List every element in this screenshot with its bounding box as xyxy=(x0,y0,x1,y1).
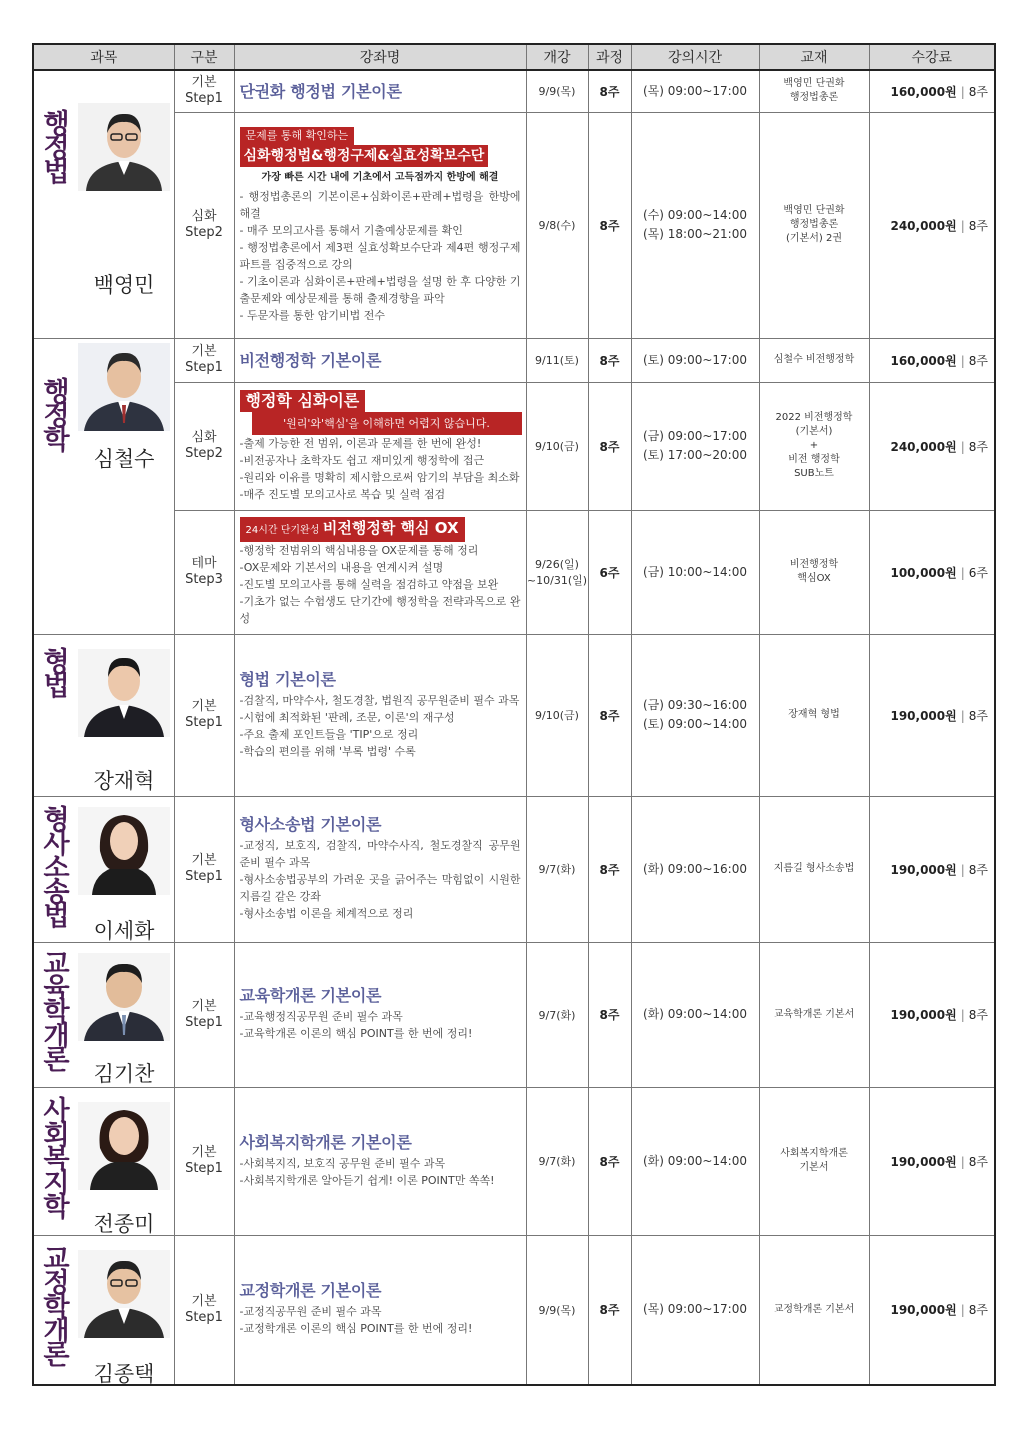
kind-cell: 심화 Step2 xyxy=(174,382,234,510)
table-row xyxy=(33,510,995,634)
lecture-time: (화) 09:00~14:00 xyxy=(631,1087,759,1235)
table-row xyxy=(33,70,995,112)
textbook: 심철수 비전행정학 xyxy=(759,338,869,382)
lecture-time: (수) 09:00~14:00 (목) 18:00~21:00 xyxy=(631,112,759,338)
textbook: 지름길 형사소송법 xyxy=(759,796,869,942)
kind-cell: 심화 Step2 xyxy=(174,112,234,338)
teacher-photo xyxy=(78,343,170,431)
lecture-time: (목) 09:00~17:00 xyxy=(631,70,759,112)
kind-cell: 기본 Step1 xyxy=(174,942,234,1087)
bullet: - 기초이론과 심화이론+판례+법령을 설명 한 후 다양한 기출문제와 예상문제를 통해 출제경향을 파악 xyxy=(239,274,521,305)
subject-cell xyxy=(33,634,174,796)
course-cell xyxy=(234,634,526,796)
table-row xyxy=(33,112,995,338)
price: 190,000원 | 8주 xyxy=(869,796,995,942)
start-date: 9/10(금) xyxy=(526,634,588,796)
course-weeks: 8주 xyxy=(588,634,631,796)
course-weeks: 6주 xyxy=(588,510,631,634)
subject-name: 사회복지학 xyxy=(38,1095,69,1216)
subject-name: 교육학개론 xyxy=(38,948,69,1069)
course-title: 교정학개론 기본이론 xyxy=(239,1281,382,1301)
table-row xyxy=(33,942,995,1087)
kind-cell: 기본 Step1 xyxy=(174,1087,234,1235)
kind-cell: 기본 Step1 xyxy=(174,338,234,382)
start-date: 9/26(일) ~10/31(일) xyxy=(526,510,588,634)
course-weeks: 8주 xyxy=(588,70,631,112)
teacher-name: 심철수 xyxy=(93,446,155,471)
bullet: -주요 출제 포인트들을 'TIP'으로 정리 xyxy=(239,727,419,741)
price: 190,000원 | 8주 xyxy=(869,634,995,796)
bullet: -형사소송법 이론을 체계적으로 정리 xyxy=(239,907,414,920)
course-title: 교육학개론 기본이론 xyxy=(239,986,382,1005)
subject-cell xyxy=(33,796,174,942)
subject-cell xyxy=(33,942,174,1087)
course-weeks: 8주 xyxy=(588,382,631,510)
start-date: 9/9(목) xyxy=(526,70,588,112)
lecture-time: (화) 09:00~14:00 xyxy=(631,942,759,1087)
bullet: -사회복지직, 보호직 공무원 준비 필수 과목 xyxy=(239,1156,446,1170)
start-date: 9/9(목) xyxy=(526,1235,588,1385)
course-tagline: 가장 빠른 시간 내에 기초에서 고득점까지 한방에 해결 xyxy=(261,171,499,183)
course-banner: 심화행정법&행정구제&실효성확보수단 xyxy=(240,145,489,167)
bullet: -원리와 이유를 명확히 제시함으로써 암기의 부담을 최소화 xyxy=(239,470,520,484)
header-kind: 구분 xyxy=(174,44,234,70)
kind-cell: 기본 Step1 xyxy=(174,70,234,112)
course-cell xyxy=(234,112,526,338)
course-banner-wide: '원리'와'핵심'을 이해하면 어렵지 않습니다. xyxy=(252,412,522,435)
lecture-time: (금) 09:30~16:00 (토) 09:00~14:00 xyxy=(631,634,759,796)
bullet: - 행정법총론에서 제3편 실효성확보수단과 제4편 행정구제 파트를 집중적으로 강의 xyxy=(239,240,521,271)
price: 160,000원 | 8주 xyxy=(869,338,995,382)
course-weeks: 8주 xyxy=(588,338,631,382)
header-price: 수강료 xyxy=(869,44,995,70)
bullet: -검찰직, 마약수사, 철도경찰, 법원직 공무원준비 필수 과목 xyxy=(239,693,520,707)
header-book: 교재 xyxy=(759,44,869,70)
subject-name: 형사소송법 xyxy=(38,804,69,925)
textbook: 교정학개론 기본서 xyxy=(759,1235,869,1385)
textbook: 비전행정학 핵심OX xyxy=(759,510,869,634)
bullet: -출제 가능한 전 범위, 이론과 문제를 한 번에 완성! xyxy=(239,436,482,450)
kind-cell: 기본 Step1 xyxy=(174,1235,234,1385)
kind-cell: 기본 Step1 xyxy=(174,634,234,796)
teacher-name: 이세화 xyxy=(93,918,155,942)
lecture-time: (토) 09:00~17:00 xyxy=(631,338,759,382)
course-weeks: 8주 xyxy=(588,1235,631,1385)
kind-cell: 테마 Step3 xyxy=(174,510,234,634)
lecture-time: (화) 09:00~16:00 xyxy=(631,796,759,942)
textbook: 백영민 단권화 행정법총론 (기본서) 2권 xyxy=(759,112,869,338)
teacher-name: 백영민 xyxy=(93,273,155,297)
header-weeks: 과정 xyxy=(588,44,631,70)
course-cell xyxy=(234,1087,526,1235)
course-title: 형법 기본이론 xyxy=(239,669,336,689)
bullet: -형사소송법공부의 가려운 곳을 긁어주는 막힘없이 시원한 지름길 같은 강좌 xyxy=(239,873,521,903)
lecture-time: (목) 09:00~17:00 xyxy=(631,1235,759,1385)
subject-name: 교정학개론 xyxy=(38,1243,69,1364)
textbook: 사회복지학개론 기본서 xyxy=(759,1087,869,1235)
course-weeks: 8주 xyxy=(588,1087,631,1235)
subject-cell xyxy=(33,1087,174,1235)
kind-cell: 기본 Step1 xyxy=(174,796,234,942)
table-row xyxy=(33,1087,995,1235)
bullet: -기초가 없는 수험생도 단기간에 행정학을 전략과목으로 완성 xyxy=(239,595,521,625)
bullet: - 매주 모의고사를 통해서 기출예상문제를 확인 xyxy=(239,223,463,237)
subject-cell xyxy=(33,70,174,338)
header-time: 강의시간 xyxy=(631,44,759,70)
course-weeks: 8주 xyxy=(588,942,631,1087)
price: 240,000원 | 8주 xyxy=(869,382,995,510)
teacher-name: 김기찬 xyxy=(93,1061,155,1086)
subject-name: 행정법 xyxy=(38,109,69,181)
price: 190,000원 | 8주 xyxy=(869,942,995,1087)
textbook: 2022 비전행정학 (기본서) + 비전 행정학 SUB노트 xyxy=(759,382,869,510)
header-start: 개강 xyxy=(526,44,588,70)
course-title: 비전행정학 기본이론 xyxy=(239,350,382,370)
course-banner-small: 문제를 통해 확인하는 xyxy=(240,127,355,145)
table-row xyxy=(33,796,995,942)
bullet: -교정직, 보호직, 검찰직, 마약수사직, 철도경찰직 공무원 준비 필수 과목 xyxy=(239,839,521,869)
bullet: -비전공자나 초학자도 쉽고 재미있게 행정학에 접근 xyxy=(239,453,485,467)
course-cell xyxy=(234,796,526,942)
teacher-name: 김종택 xyxy=(93,1361,155,1385)
bullet: -교육학개론 이론의 핵심 POINT를 한 번에 정리! xyxy=(239,1027,473,1040)
course-cell xyxy=(234,382,526,510)
lecture-schedule-table xyxy=(32,43,996,1386)
course-weeks: 8주 xyxy=(588,796,631,942)
course-banner: 행정학 심화이론 xyxy=(240,390,366,412)
start-date: 9/7(화) xyxy=(526,942,588,1087)
textbook: 장재혁 형법 xyxy=(759,634,869,796)
teacher-photo xyxy=(78,1250,170,1338)
bullet: -매주 진도별 모의고사로 복습 및 실력 점검 xyxy=(239,487,446,501)
price: 160,000원 | 8주 xyxy=(869,70,995,112)
table-row xyxy=(33,382,995,510)
teacher-photo xyxy=(78,807,170,895)
bullet: -교정학개론 이론의 핵심 POINT를 한 번에 정리! xyxy=(239,1322,473,1336)
textbook: 교육학개론 기본서 xyxy=(759,942,869,1087)
course-cell xyxy=(234,510,526,634)
teacher-photo xyxy=(78,1102,170,1190)
bullet: -진도별 모의고사를 통해 실력을 점검하고 약점을 보완 xyxy=(239,578,499,591)
course-cell xyxy=(234,1235,526,1385)
lecture-time: (금) 09:00~17:00 (토) 17:00~20:00 xyxy=(631,382,759,510)
course-cell xyxy=(234,338,526,382)
header-course: 강좌명 xyxy=(234,44,526,70)
table-row xyxy=(33,338,995,382)
start-date: 9/8(수) xyxy=(526,112,588,338)
course-cell xyxy=(234,942,526,1087)
header-row xyxy=(33,44,995,70)
price: 190,000원 | 8주 xyxy=(869,1235,995,1385)
start-date: 9/7(화) xyxy=(526,1087,588,1235)
price: 240,000원 | 8주 xyxy=(869,112,995,338)
bullet: -OX문제와 기본서의 내용을 연계시켜 설명 xyxy=(239,561,444,574)
price: 190,000원 | 8주 xyxy=(869,1087,995,1235)
bullet: -시험에 최적화된 '판례, 조문, 이론'의 재구성 xyxy=(239,710,455,724)
subject-name: 형법 xyxy=(38,646,69,695)
teacher-name: 장재혁 xyxy=(93,768,155,793)
subject-cell xyxy=(33,338,174,634)
course-title: 사회복지학개론 기본이론 xyxy=(239,1132,412,1152)
teacher-name: 전종미 xyxy=(93,1211,155,1235)
course-cell xyxy=(234,70,526,112)
start-date: 9/7(화) xyxy=(526,796,588,942)
course-weeks: 8주 xyxy=(588,112,631,338)
bullet: - 두문자를 통한 암기비법 전수 xyxy=(239,308,385,322)
course-title: 형사소송법 기본이론 xyxy=(239,815,382,834)
subject-name: 행정학 xyxy=(38,376,69,449)
price: 100,000원 | 6주 xyxy=(869,510,995,634)
start-date: 9/10(금) xyxy=(526,382,588,510)
header-subject: 과목 xyxy=(33,44,174,70)
bullet: -학습의 편의를 위해 '부록 법령' 수록 xyxy=(239,744,416,758)
subject-cell xyxy=(33,1235,174,1385)
teacher-photo xyxy=(78,103,170,191)
table-row xyxy=(33,634,995,796)
bullet: -교정직공무원 준비 필수 과목 xyxy=(239,1305,382,1319)
course-banner: 24시간 단기완성 비전행정학 핵심 OX xyxy=(240,517,465,542)
table-row xyxy=(33,1235,995,1385)
bullet: - 행정법총론의 기본이론+심화이론+판례+법령을 한방에 해결 xyxy=(239,189,521,220)
bullet: -교육행정직공무원 준비 필수 과목 xyxy=(239,1010,403,1023)
course-title: 단권화 행정법 기본이론 xyxy=(239,81,402,101)
start-date: 9/11(토) xyxy=(526,338,588,382)
teacher-photo xyxy=(78,953,170,1041)
bullet: -행정학 전범위의 핵심내용을 OX문제를 통해 정리 xyxy=(239,544,479,557)
lecture-time: (금) 10:00~14:00 xyxy=(631,510,759,634)
teacher-photo xyxy=(78,649,170,737)
bullet: -사회복지학개론 알아듣기 쉽게! 이론 POINT만 쏙쏙! xyxy=(239,1173,495,1187)
textbook: 백영민 단권화 행정법총론 xyxy=(759,70,869,112)
